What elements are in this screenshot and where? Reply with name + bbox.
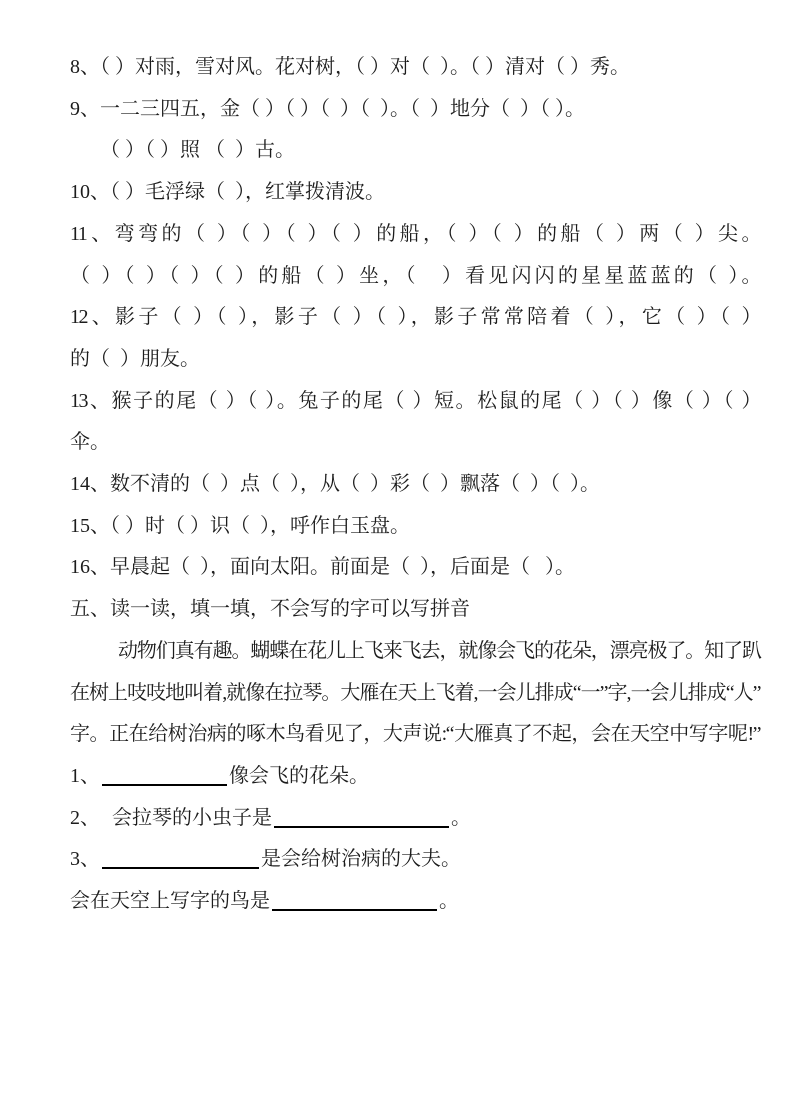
section5-heading: 五、读一读，填一填，不会写的字可以写拼音 [70,598,470,621]
question-2-text: 会拉琴的小虫子是 [112,806,272,829]
fill-blank-line-12: 12、影子（ ）（ ），影子（ ）（ ），影子常常陪着（ ），它（ ）（ ） [70,306,760,329]
fill-blank-line-10: 10、（ ）毛浮绿（ ），红掌拨清波。 [70,181,385,204]
fill-blank-line-14: 14、数不清的（ ）点（ ），从（ ）彩（ ）飘落（ ）（ ）。 [70,473,600,496]
fill-blank-line-11-continued: （ ）（ ）（ ）（ ）的船（ ）坐，（ ）看见闪闪的星星蓝蓝的（ ）。 [70,264,760,287]
passage-line-1: 动物们真有趣。蝴蝶在花儿上飞来飞去，就像会飞的花朵，漂亮极了。知了趴 [118,639,760,662]
fill-blank-line-15: 15、（ ）时（ ）识（ ），呼作白玉盘。 [70,514,410,537]
fill-blank-line-12-continued: 的（ ）朋友。 [70,347,200,370]
worksheet-content [70,47,760,923]
question-4 [70,881,760,923]
fill-blank-line-8: 8、（ ）对雨，雪对风。花对树，（ ）对（ ）。（ ）清对（ ）秀。 [70,56,630,78]
fill-blank-line-13-continued: 伞。 [70,431,110,454]
question-1-number: 1、 [70,764,100,787]
passage-line-3: 字。正在给树治病的啄木鸟看见了，大声说:“大雁真了不起，会在天空中写字呢!” [70,723,760,746]
answer-blank-2 [274,826,449,828]
fill-blank-line-13: 13、猴子的尾（ ）（ ）。兔子的尾（ ）短。松鼠的尾（ ）（ ）像（ ）（ ） [70,389,760,412]
question-2 [70,798,760,840]
passage-line-2: 在树上吱吱地叫着,就像在拉琴。大雁在天上飞着,一会儿排成“一”字,一会儿排成“人” [70,681,760,704]
fill-blank-line-9: 9、一二三四五，金（ ）（ ）（ ）（ ）。（ ）地分（ ）（ ）。 [70,97,585,120]
question-3 [70,839,760,881]
answer-blank-1 [102,784,227,786]
answer-blank-4 [272,909,437,911]
fill-blank-line-16: 16、早晨起（ ），面向太阳。前面是（ ），后面是（ ）。 [70,556,575,579]
fill-blank-line-9-continued: （ ）（ ）照 （ ）古。 [100,139,295,162]
question-1 [70,756,760,798]
question-4-period: 。 [439,890,459,913]
answer-blank-3 [102,867,259,869]
question-3-text: 是会给树治病的大夫。 [261,848,461,871]
question-2-period: 。 [451,806,471,829]
question-3-number: 3、 [70,848,100,871]
question-1-text: 像会飞的花朵。 [229,764,369,787]
fill-blank-line-11: 11、弯弯的（ ）（ ）（ ）（ ）的船，（ ）（ ）的船（ ）两（ ）尖。 [70,222,760,245]
question-4-text: 会在天空上写字的鸟是 [70,890,270,913]
question-2-number: 2、 [70,806,100,829]
